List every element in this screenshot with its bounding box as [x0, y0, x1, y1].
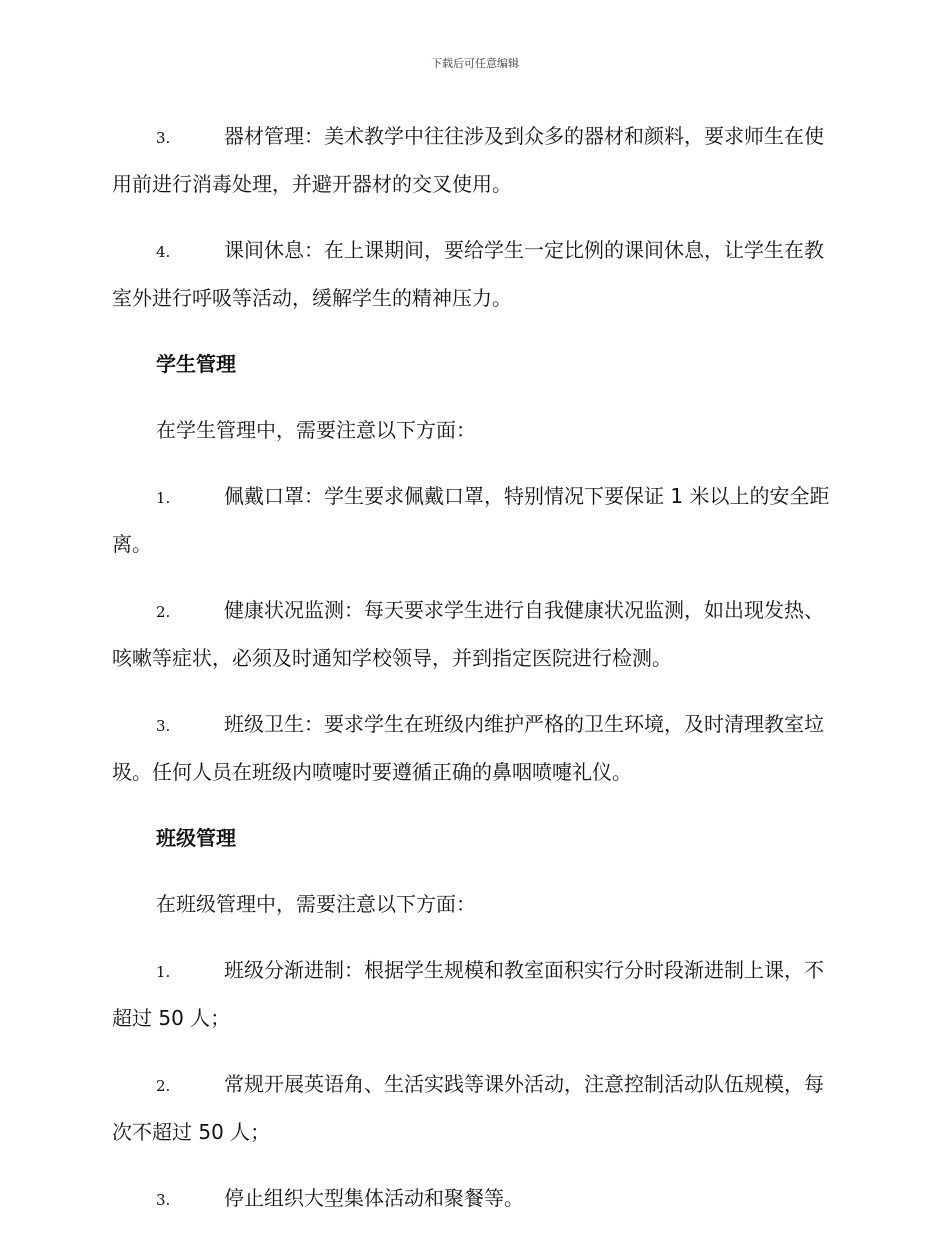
- list-item-text: 佩戴口罩：学生要求佩戴口罩，特别情况下要保证 1 米以上的安全距离。: [112, 484, 830, 556]
- list-item-text: 健康状况监测：每天要求学生进行自我健康状况监测，如出现发热、咳嗽等症状，必须及时通知学校领导，并到指定医院进行检测。: [112, 598, 824, 670]
- list-number: 1.: [156, 489, 171, 507]
- page-header-note: 下载后可任意编辑: [431, 57, 519, 70]
- list-number: 3.: [156, 129, 171, 147]
- list-item-text: 班级卫生：要求学生在班级内维护严格的卫生环境，及时清理教室垃圾。任何人员在班级内喷嚏时要遵循正确的鼻咽喷嚏礼仪。: [112, 712, 824, 784]
- document-body: [112, 113, 838, 1235]
- list-number: 3.: [156, 1191, 171, 1209]
- list-item-staggered-schedule: [112, 947, 838, 1041]
- list-item-extracurricular: [112, 1061, 838, 1155]
- section-intro-class: 在班级管理中，需要注意以下方面：: [156, 892, 476, 916]
- list-number: 2.: [156, 1077, 171, 1095]
- list-item-equipment-management: [112, 113, 838, 207]
- list-number: 3.: [156, 717, 171, 735]
- list-item-class-hygiene: [112, 701, 838, 795]
- list-item-stop-gatherings: [112, 1175, 838, 1223]
- list-number: 1.: [156, 963, 171, 981]
- list-item-text: 停止组织大型集体活动和聚餐等。: [224, 1186, 524, 1210]
- list-item-text: 常规开展英语角、生活实践等课外活动，注意控制活动队伍规模，每次不超过 50 人；: [112, 1072, 824, 1144]
- list-item-text: 课间休息：在上课期间，要给学生一定比例的课间休息，让学生在教室外进行呼吸等活动，缓解学生的精神压力。: [112, 238, 824, 310]
- list-item-mask: [112, 473, 838, 567]
- list-number: 4.: [156, 243, 171, 261]
- list-item-text: 班级分渐进制：根据学生规模和教室面积实行分时段渐进制上课，不超过 50 人；: [112, 958, 824, 1030]
- list-item-health-monitoring: [112, 587, 838, 681]
- list-number: 2.: [156, 603, 171, 621]
- section-heading-class: 班级管理: [156, 826, 236, 850]
- list-item-text: 器材管理：美术教学中往往涉及到众多的器材和颜料，要求师生在使用前进行消毒处理，并避开器材的交叉使用。: [112, 124, 824, 196]
- list-item-class-break: [112, 227, 838, 321]
- section-heading-students: 学生管理: [156, 352, 236, 376]
- section-intro-students: 在学生管理中，需要注意以下方面：: [156, 418, 476, 442]
